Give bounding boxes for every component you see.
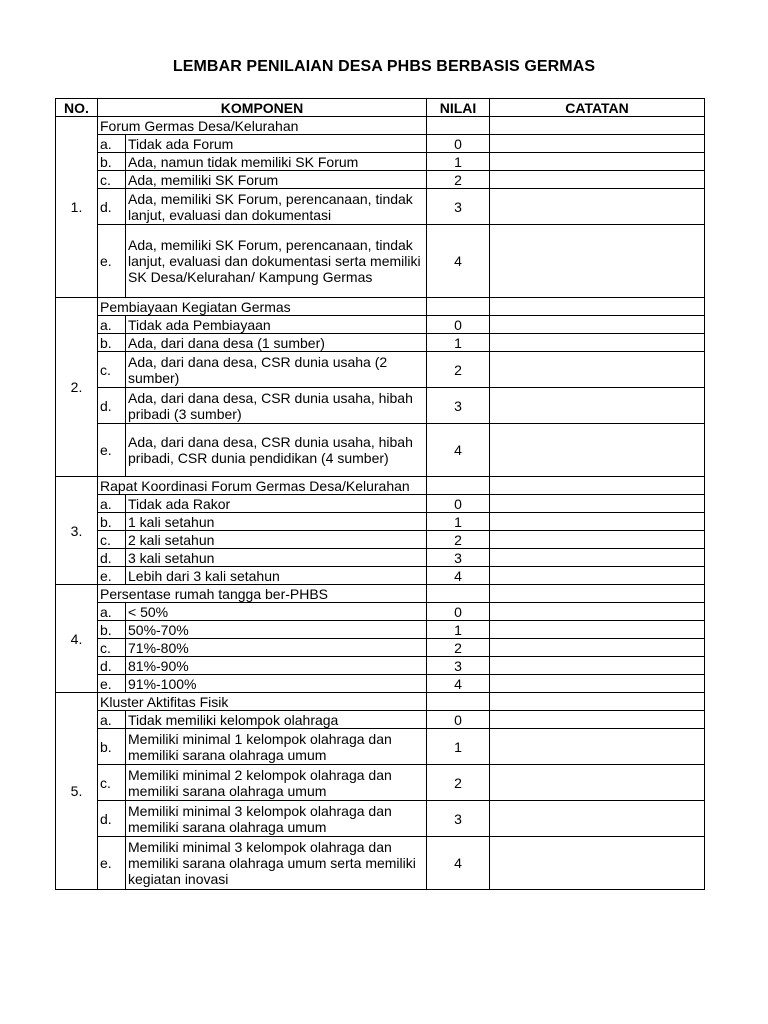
item-nilai: 3	[427, 657, 490, 675]
item-letter: a.	[98, 711, 126, 729]
item-text: Memiliki minimal 3 kelompok olahraga dan memiliki sarana olahraga umum	[126, 801, 427, 837]
section-number: 4.	[56, 585, 98, 693]
section-number: 5.	[56, 693, 98, 890]
item-nilai: 0	[427, 495, 490, 513]
item-nilai: 4	[427, 567, 490, 585]
item-nilai: 3	[427, 549, 490, 567]
table-row	[56, 639, 705, 657]
section-title: Rapat Koordinasi Forum Germas Desa/Kelurahan	[98, 477, 427, 495]
item-text: Tidak ada Rakor	[126, 495, 427, 513]
catatan-cell	[490, 657, 705, 675]
item-letter: d.	[98, 388, 126, 424]
section-number: 3.	[56, 477, 98, 585]
item-text: Ada, dari dana desa, CSR dunia usaha (2 sumber)	[126, 352, 427, 388]
table-row	[56, 711, 705, 729]
item-letter: b.	[98, 621, 126, 639]
item-nilai: 1	[427, 334, 490, 352]
item-text: Ada, memiliki SK Forum, perencanaan, tindak lanjut, evaluasi dan dokumentasi serta memiliki SK Desa/Kelurahan/ Kampung Germas	[126, 225, 427, 298]
table-row	[56, 603, 705, 621]
item-nilai: 2	[427, 352, 490, 388]
table-row	[56, 765, 705, 801]
table-row	[56, 675, 705, 693]
item-nilai: 3	[427, 189, 490, 225]
table-row	[56, 225, 705, 298]
table-row	[56, 621, 705, 639]
assessment-table	[55, 98, 705, 890]
item-letter: d.	[98, 657, 126, 675]
item-text: Ada, dari dana desa (1 sumber)	[126, 334, 427, 352]
catatan-cell	[490, 567, 705, 585]
item-text: Tidak ada Forum	[126, 135, 427, 153]
section-title: Pembiayaan Kegiatan Germas	[98, 298, 427, 316]
table-row	[56, 531, 705, 549]
item-letter: a.	[98, 135, 126, 153]
header-catatan: CATATAN	[490, 99, 705, 117]
item-nilai: 2	[427, 765, 490, 801]
item-letter: c.	[98, 352, 126, 388]
catatan-cell	[490, 765, 705, 801]
item-text: < 50%	[126, 603, 427, 621]
header-no: NO.	[56, 99, 98, 117]
item-text: 1 kali setahun	[126, 513, 427, 531]
nilai-cell	[427, 693, 490, 711]
catatan-cell	[490, 603, 705, 621]
item-letter: b.	[98, 729, 126, 765]
section-row	[56, 693, 705, 711]
table-header-row	[56, 99, 705, 117]
section-number: 1.	[56, 117, 98, 298]
item-letter: c.	[98, 531, 126, 549]
catatan-cell	[490, 388, 705, 424]
nilai-cell	[427, 585, 490, 603]
table-row	[56, 495, 705, 513]
section-number: 2.	[56, 298, 98, 477]
section-row	[56, 477, 705, 495]
item-text: Memiliki minimal 2 kelompok olahraga dan memiliki sarana olahraga umum	[126, 765, 427, 801]
header-nilai: NILAI	[427, 99, 490, 117]
item-nilai: 3	[427, 801, 490, 837]
item-letter: b.	[98, 153, 126, 171]
catatan-cell	[490, 531, 705, 549]
item-nilai: 1	[427, 621, 490, 639]
item-letter: c.	[98, 765, 126, 801]
item-letter: e.	[98, 675, 126, 693]
nilai-cell	[427, 477, 490, 495]
catatan-cell	[490, 801, 705, 837]
item-letter: e.	[98, 424, 126, 477]
item-nilai: 3	[427, 388, 490, 424]
catatan-cell	[490, 225, 705, 298]
catatan-cell	[490, 135, 705, 153]
item-letter: b.	[98, 513, 126, 531]
item-letter: b.	[98, 334, 126, 352]
catatan-cell	[490, 621, 705, 639]
section-row	[56, 585, 705, 603]
item-letter: a.	[98, 495, 126, 513]
catatan-cell	[490, 352, 705, 388]
page-title: LEMBAR PENILAIAN DESA PHBS BERBASIS GERMAS	[172, 58, 596, 75]
table-row	[56, 513, 705, 531]
catatan-cell	[490, 837, 705, 890]
table-row	[56, 549, 705, 567]
catatan-cell	[490, 675, 705, 693]
section-title: Forum Germas Desa/Kelurahan	[98, 117, 427, 135]
table-row	[56, 135, 705, 153]
item-nilai: 4	[427, 837, 490, 890]
nilai-cell	[427, 117, 490, 135]
table-row	[56, 567, 705, 585]
item-letter: d.	[98, 801, 126, 837]
catatan-cell	[490, 424, 705, 477]
item-text: 91%-100%	[126, 675, 427, 693]
catatan-cell	[490, 729, 705, 765]
item-text: Ada, dari dana desa, CSR dunia usaha, hibah pribadi (3 sumber)	[126, 388, 427, 424]
item-text: Ada, memiliki SK Forum	[126, 171, 427, 189]
item-nilai: 0	[427, 603, 490, 621]
catatan-cell	[490, 189, 705, 225]
item-text: Ada, namun tidak memiliki SK Forum	[126, 153, 427, 171]
catatan-cell	[490, 117, 705, 135]
table-row	[56, 657, 705, 675]
table-row	[56, 729, 705, 765]
table-row	[56, 352, 705, 388]
item-nilai: 0	[427, 711, 490, 729]
table-row	[56, 316, 705, 334]
section-row	[56, 117, 705, 135]
header-komponen: KOMPONEN	[98, 99, 427, 117]
item-letter: d.	[98, 549, 126, 567]
item-text: Tidak memiliki kelompok olahraga	[126, 711, 427, 729]
table-row	[56, 801, 705, 837]
item-nilai: 0	[427, 135, 490, 153]
item-text: 71%-80%	[126, 639, 427, 657]
item-text: 3 kali setahun	[126, 549, 427, 567]
catatan-cell	[490, 495, 705, 513]
item-letter: e.	[98, 567, 126, 585]
table-row	[56, 837, 705, 890]
catatan-cell	[490, 585, 705, 603]
item-nilai: 4	[427, 225, 490, 298]
item-text: 81%-90%	[126, 657, 427, 675]
item-letter: d.	[98, 189, 126, 225]
item-nilai: 2	[427, 531, 490, 549]
catatan-cell	[490, 711, 705, 729]
catatan-cell	[490, 298, 705, 316]
item-letter: a.	[98, 603, 126, 621]
item-text: Ada, memiliki SK Forum, perencanaan, tindak lanjut, evaluasi dan dokumentasi	[126, 189, 427, 225]
item-text: Tidak ada Pembiayaan	[126, 316, 427, 334]
nilai-cell	[427, 298, 490, 316]
item-letter: e.	[98, 225, 126, 298]
table-row	[56, 334, 705, 352]
item-nilai: 1	[427, 153, 490, 171]
item-nilai: 4	[427, 424, 490, 477]
catatan-cell	[490, 513, 705, 531]
catatan-cell	[490, 153, 705, 171]
table-row	[56, 189, 705, 225]
table-row	[56, 388, 705, 424]
catatan-cell	[490, 334, 705, 352]
item-nilai: 1	[427, 729, 490, 765]
item-text: Memiliki minimal 3 kelompok olahraga dan memiliki sarana olahraga umum serta memiliki kegiatan inovasi	[126, 837, 427, 890]
section-row	[56, 298, 705, 316]
catatan-cell	[490, 693, 705, 711]
catatan-cell	[490, 171, 705, 189]
item-nilai: 1	[427, 513, 490, 531]
catatan-cell	[490, 316, 705, 334]
item-nilai: 0	[427, 316, 490, 334]
catatan-cell	[490, 477, 705, 495]
item-letter: a.	[98, 316, 126, 334]
item-letter: c.	[98, 171, 126, 189]
item-nilai: 2	[427, 639, 490, 657]
table-row	[56, 171, 705, 189]
section-title: Persentase rumah tangga ber-PHBS	[98, 585, 427, 603]
item-letter: e.	[98, 837, 126, 890]
item-nilai: 2	[427, 171, 490, 189]
item-text: 50%-70%	[126, 621, 427, 639]
catatan-cell	[490, 639, 705, 657]
section-title: Kluster Aktifitas Fisik	[98, 693, 427, 711]
item-letter: c.	[98, 639, 126, 657]
item-text: Ada, dari dana desa, CSR dunia usaha, hibah pribadi, CSR dunia pendidikan (4 sumber)	[126, 424, 427, 477]
catatan-cell	[490, 549, 705, 567]
item-text: 2 kali setahun	[126, 531, 427, 549]
item-nilai: 4	[427, 675, 490, 693]
item-text: Lebih dari 3 kali setahun	[126, 567, 427, 585]
table-row	[56, 153, 705, 171]
table-row	[56, 424, 705, 477]
item-text: Memiliki minimal 1 kelompok olahraga dan memiliki sarana olahraga umum	[126, 729, 427, 765]
